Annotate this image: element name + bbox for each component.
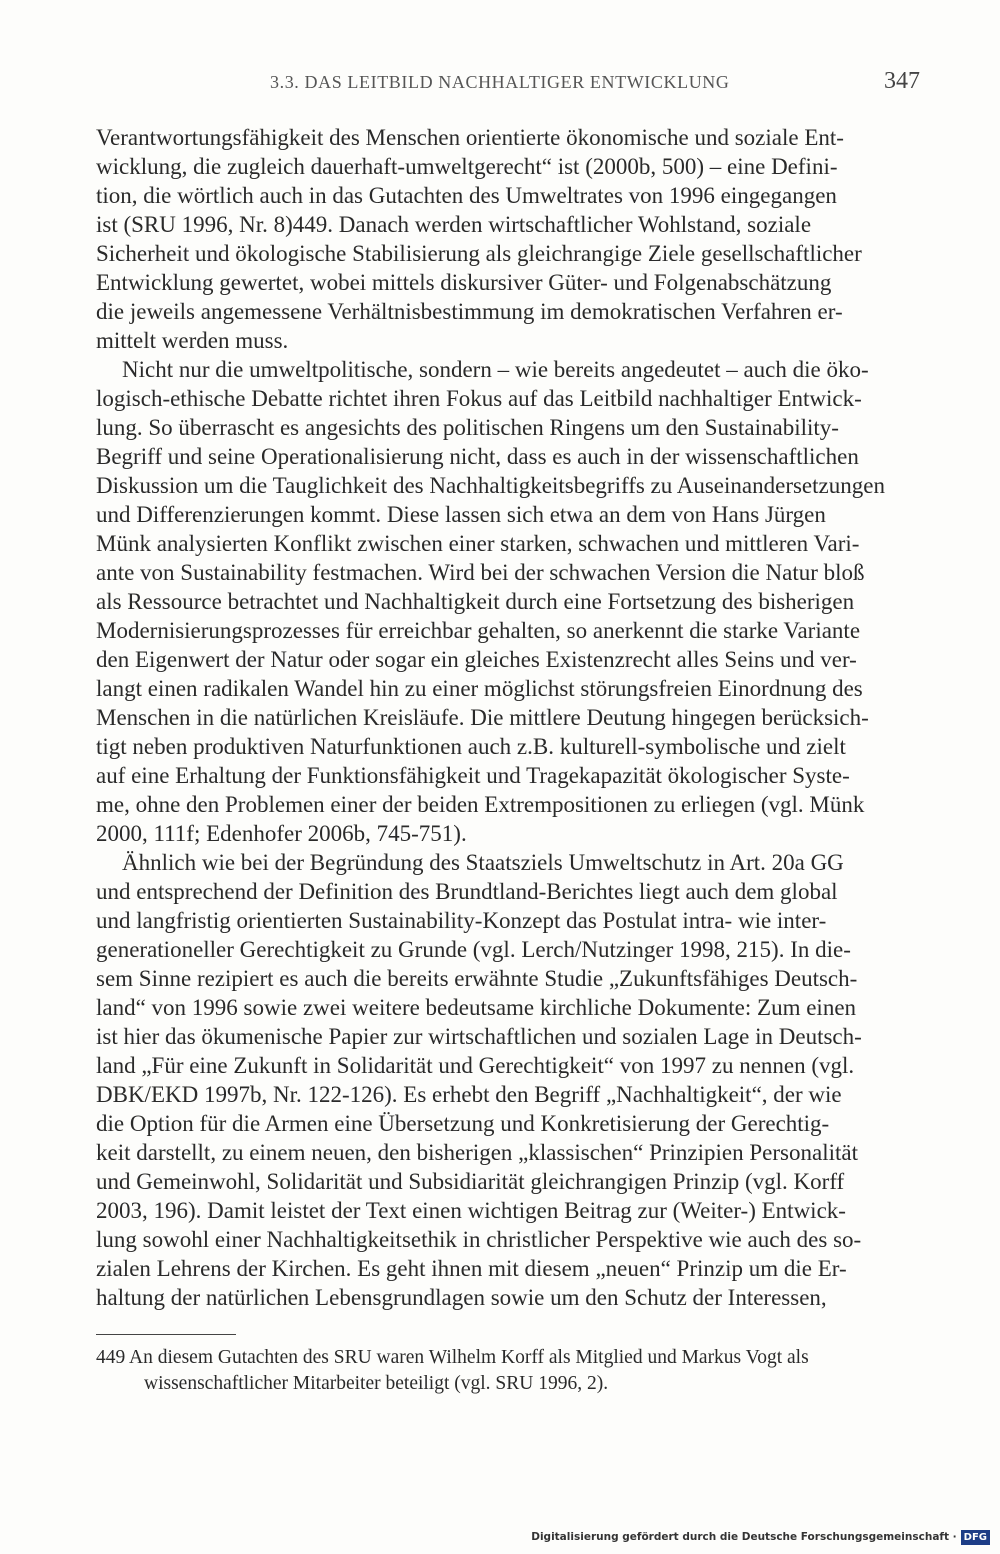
text-line: tigt neben produktiven Naturfunktionen auch z.B. kulturell-symbolische und zielt xyxy=(96,734,846,759)
text-line: tion, die wörtlich auch in das Gutachten des Umweltrates von 1996 eingegangen xyxy=(96,183,837,208)
text-line: Begriff und seine Operationalisierung nicht, dass es auch in der wissenschaftlichen xyxy=(96,444,859,469)
text-line: DBK/EKD 1997b, Nr. 122-126). Es erhebt den Begriff „Nachhaltigkeit“, der wie xyxy=(96,1082,842,1107)
dfg-logo: DFG xyxy=(961,1530,990,1545)
text-line: generationeller Gerechtigkeit zu Grunde (vgl. Lerch/Nutzinger 1998, 215). In die- xyxy=(96,937,851,962)
paragraph-start-line: Ähnlich wie bei der Begründung des Staatsziels Umweltschutz in Art. 20a GG xyxy=(122,850,844,875)
text-line: Menschen in die natürlichen Kreisläufe. Die mittlere Deutung hingegen berücksich- xyxy=(96,705,869,730)
text-line: lung sowohl einer Nachhaltigkeitsethik in christlicher Perspektive wie auch des so- xyxy=(96,1227,862,1252)
body-text xyxy=(96,123,920,1312)
text-line: die Option für die Armen eine Übersetzung und Konkretisierung der Gerechtig- xyxy=(96,1111,830,1136)
text-line: logisch-ethische Debatte richtet ihren Fokus auf das Leitbild nachhaltiger Entwick- xyxy=(96,386,862,411)
text-line: keit darstellt, zu einem neuen, den bisherigen „klassischen“ Prinzipien Personalität xyxy=(96,1140,858,1165)
text-line: die jeweils angemessene Verhältnisbestimmung im demokratischen Verfahren er- xyxy=(96,299,843,324)
credit-text: Digitalisierung gefördert durch die Deutsche Forschungsgemeinschaft · xyxy=(531,1531,957,1543)
text-line: Verantwortungsfähigkeit des Menschen orientierte ökonomische und soziale Ent- xyxy=(96,125,844,150)
text-line: auf eine Erhaltung der Funktionsfähigkeit und Tragekapazität ökologischer Syste- xyxy=(96,763,850,788)
paragraph-start-line: Nicht nur die umweltpolitische, sondern – wie bereits angedeutet – auch die öko- xyxy=(122,357,869,382)
text-line: langt einen radikalen Wandel hin zu einer möglichst störungsfreien Einordnung des xyxy=(96,676,863,701)
footnote-line: wissenschaftlicher Mitarbeiter beteiligt (vgl. SRU 1996, 2). xyxy=(144,1373,609,1394)
footnote-449 xyxy=(96,1345,920,1397)
text-line: und Gemeinwohl, Solidarität und Subsidiarität gleichrangigen Prinzip (vgl. Korff xyxy=(96,1169,845,1194)
text-line: lung. So überrascht es angesichts des politischen Ringens um den Sustainability- xyxy=(96,415,839,440)
text-line: und Differenzierungen kommt. Diese lassen sich etwa an dem von Hans Jürgen xyxy=(96,502,826,527)
page-header xyxy=(270,68,920,98)
text-line: 2003, 196). Damit leistet der Text einen wichtigen Beitrag zur (Weiter-) Entwick- xyxy=(96,1198,846,1223)
text-line: den Eigenwert der Natur oder sogar ein gleiches Existenzrecht alles Seins und ver- xyxy=(96,647,857,672)
text-line: ante von Sustainability festmachen. Wird bei der schwachen Version die Natur bloß xyxy=(96,560,865,585)
text-line: 2000, 111f; Edenhofer 2006b, 745-751). xyxy=(96,821,467,846)
footnote-separator xyxy=(96,1334,236,1335)
text-line: Entwicklung gewertet, wobei mittels diskursiver Güter- und Folgenabschätzung xyxy=(96,270,832,295)
text-line: haltung der natürlichen Lebensgrundlagen sowie um den Schutz der Interessen, xyxy=(96,1285,827,1310)
text-line: me, ohne den Problemen einer der beiden Extrempositionen zu erliegen (vgl. Münk xyxy=(96,792,865,817)
digitization-credit xyxy=(531,1528,990,1546)
text-line: und langfristig orientierten Sustainability-Konzept das Postulat intra- wie inter- xyxy=(96,908,827,933)
text-line: land „Für eine Zukunft in Solidarität und Gerechtigkeit“ von 1997 zu nennen (vgl. xyxy=(96,1053,855,1078)
text-line: land“ von 1996 sowie zwei weitere bedeutsame kirchliche Dokumente: Zum einen xyxy=(96,995,857,1020)
running-title: 3.3. DAS LEITBILD NACHHALTIGER ENTWICKLUNG xyxy=(270,72,730,92)
text-line: mittelt werden muss. xyxy=(96,328,289,353)
text-line: Modernisierungsprozesses für erreichbar gehalten, so anerkennt die starke Variante xyxy=(96,618,861,643)
text-line: ist (SRU 1996, Nr. 8)449. Danach werden wirtschaftlicher Wohlstand, soziale xyxy=(96,212,812,237)
text-line: Diskussion um die Tauglichkeit des Nachhaltigkeitsbegriffs zu Auseinandersetzungen xyxy=(96,473,885,498)
text-line: ist hier das ökumenische Papier zur wirtschaftlichen und sozialen Lage in Deutsch- xyxy=(96,1024,862,1049)
text-line: und entsprechend der Definition des Brundtland-Berichtes liegt auch dem global xyxy=(96,879,838,904)
footnote-line: 449 An diesem Gutachten des SRU waren Wilhelm Korff als Mitglied und Markus Vogt als xyxy=(96,1347,809,1368)
page-number: 347 xyxy=(884,68,920,94)
text-line: Sicherheit und ökologische Stabilisierung als gleichrangige Ziele gesellschaftlicher xyxy=(96,241,862,266)
text-line: sem Sinne rezipiert es auch die bereits erwähnte Studie „Zukunftsfähiges Deutsch- xyxy=(96,966,858,991)
text-line: zialen Lehrens der Kirchen. Es geht ihnen mit diesem „neuen“ Prinzip um die Er- xyxy=(96,1256,847,1281)
text-line: Münk analysierten Konflikt zwischen einer starken, schwachen und mittleren Vari- xyxy=(96,531,860,556)
text-line: als Ressource betrachtet und Nachhaltigkeit durch eine Fortsetzung des bisherigen xyxy=(96,589,855,614)
text-line: wicklung, die zugleich dauerhaft-umweltgerecht“ ist (2000b, 500) – eine Defini- xyxy=(96,154,838,179)
